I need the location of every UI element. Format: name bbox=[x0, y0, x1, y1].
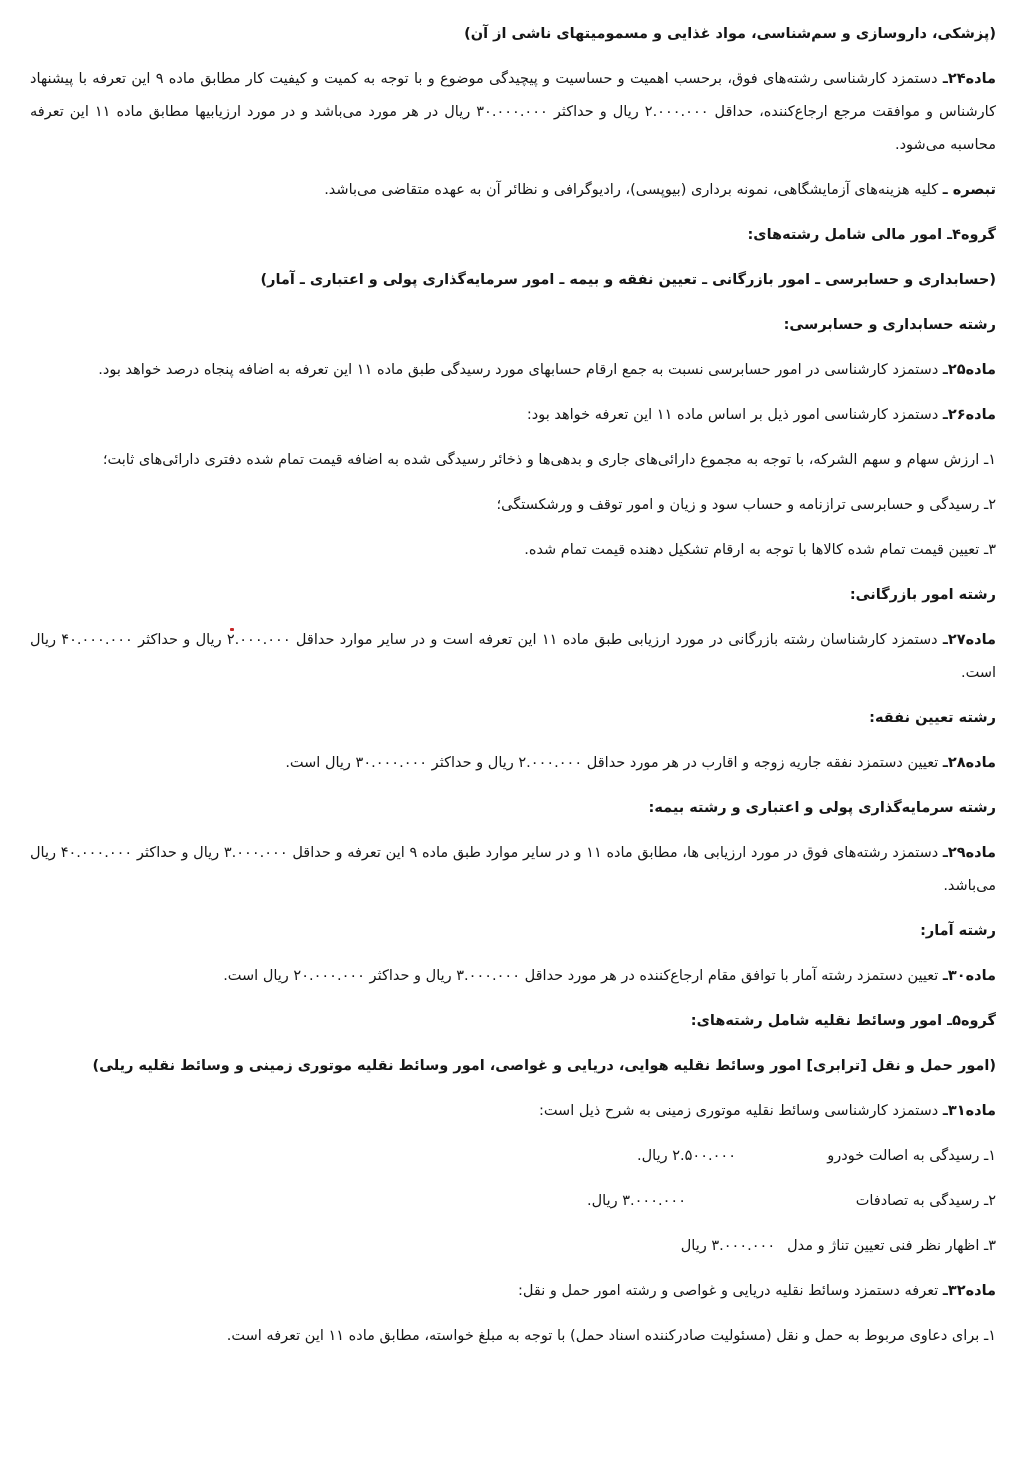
article-24 bbox=[30, 63, 996, 162]
article-24-text: دستمزد کارشناسی رشته‌های فوق، برحسب اهمیت و حساسیت و پیچیدگی موضوع و با توجه به کمیت و کیفیت کار مطابق ماده ۹ این تعرفه با پیشنهاد کارشناس و موافقت مرجع ارجاع‌کننده، حداقل ۲.۰۰۰.۰۰۰ ریال و حداکثر ۳۰.۰۰۰.۰۰۰ ریال در هر مورد می‌باشد و در مورد ارزیابیها مطابق ماده ۱۱ این تعرفه محاسبه می‌شود. bbox=[30, 71, 997, 153]
group-4-heading: گروه۴ـ امور مالی شامل رشته‌های: bbox=[747, 227, 996, 243]
fee-label: ۳ـ اظهار نظر فنی تعیین تناژ و مدل bbox=[787, 1238, 996, 1254]
statistics-heading: رشته آمار: bbox=[920, 923, 996, 939]
article-25 bbox=[30, 354, 996, 387]
fee-label: ۲ـ رسیدگی به تصادفات bbox=[855, 1193, 996, 1209]
fee-label: ۱ـ رسیدگی به اصالت خودرو bbox=[827, 1148, 996, 1164]
group-4-fields: (حسابداری و حسابرسی ـ امور بازرگانی ـ تعیین نفقه و بیمه ـ امور سرمایه‌گذاری پولی و اعتباری ـ آمار) bbox=[260, 272, 996, 288]
article-32-text: تعرفه دستمزد وسائط نقلیه دریایی و غواصی و رشته امور حمل و نقل: bbox=[518, 1283, 943, 1299]
note-label: تبصره ـ bbox=[942, 182, 996, 198]
article-32-number: ماده۳۲ـ bbox=[942, 1283, 996, 1299]
alimony-heading: رشته تعیین نفقه: bbox=[869, 710, 996, 726]
article-25-number: ماده۲۵ـ bbox=[942, 362, 996, 378]
ink-dot-mark bbox=[230, 628, 234, 631]
fee-row bbox=[30, 1140, 996, 1173]
article-29-text: دستمزد رشته‌های فوق در مورد ارزیابی ها، مطابق ماده ۱۱ و در سایر موارد طبق ماده ۹ این تعرفه و حداقل ۳.۰۰۰.۰۰۰ ریال و حداکثر ۴۰.۰۰۰.۰۰۰ ریال می‌باشد. bbox=[30, 845, 996, 894]
article-26-number: ماده۲۶ـ bbox=[942, 407, 996, 423]
article-28-text: تعیین دستمزد نفقه جاریه زوجه و اقارب در هر مورد حداقل ۲.۰۰۰.۰۰۰ ریال و حداکثر ۳۰.۰۰۰.۰۰۰ ریال است. bbox=[285, 755, 943, 771]
article-26-text: دستمزد کارشناسی امور ذیل بر اساس ماده ۱۱ این تعرفه خواهد بود: bbox=[526, 407, 943, 423]
article-28 bbox=[30, 747, 996, 780]
article-25-text: دستمزد کارشناسی در امور حسابرسی نسبت به جمع ارقام حسابهای مورد رسیدگی طبق ماده ۱۱ این تعرفه به اضافه پنجاه درصد خواهد بود. bbox=[98, 362, 943, 378]
article-26-item: ۱ـ ارزش سهام و سهم الشرکه، با توجه به مجموع دارائی‌های جاری و بدهی‌ها و ذخائر رسیدگی شده به اضافه قیمت تمام شده دفتری دارائی‌های ثابت؛ bbox=[102, 452, 996, 468]
article-26-item: ۲ـ رسیدگی و حسابرسی ترازنامه و حساب سود و زیان و امور توقف و ورشکستگی؛ bbox=[496, 497, 996, 513]
fee-row bbox=[30, 1230, 996, 1263]
accounting-heading: رشته حسابداری و حسابرسی: bbox=[783, 317, 996, 333]
article-30-text: تعیین دستمزد رشته آمار با توافق مقام ارجاع‌کننده در هر مورد حداقل ۳.۰۰۰.۰۰۰ ریال و حداکثر ۲۰.۰۰۰.۰۰۰ ریال است. bbox=[223, 968, 943, 984]
article-29 bbox=[30, 837, 996, 903]
note-text: کلیه هزینه‌های آزمایشگاهی، نمونه برداری (بیوپسی)، رادیوگرافی و نظائر آن به عهده متقاضی می‌باشد. bbox=[324, 182, 943, 198]
article-32-item: ۱ـ برای دعاوی مربوط به حمل و نقل (مسئولیت صادرکننده اسناد حمل) با توجه به مبلغ خواسته، مطابق ماده ۱۱ این تعرفه است. bbox=[226, 1328, 996, 1344]
article-27-text: دستمزد کارشناسان رشته بازرگانی در مورد ارزیابی طبق ماده ۱۱ این تعرفه است و در سایر موارد حداقل ۲.۰۰۰.۰۰۰ ریال و حداکثر ۴۰.۰۰۰.۰۰۰ ریال است. bbox=[30, 632, 996, 681]
article-27-number: ماده۲۷ـ bbox=[942, 632, 996, 648]
article-31 bbox=[30, 1095, 996, 1128]
note bbox=[30, 174, 996, 207]
group-5-heading: گروه۵ـ امور وسائط نقلیه شامل رشته‌های: bbox=[690, 1013, 996, 1029]
group-5-fields: (امور حمل و نقل [ترابری] امور وسائط نقلیه هوایی، دریایی و غواصی، امور وسائط نقلیه موتوری زمینی و وسائط نقلیه ریلی) bbox=[92, 1058, 996, 1074]
article-30-number: ماده۳۰ـ bbox=[942, 968, 996, 984]
fee-amount: ۲.۵۰۰.۰۰۰ ریال. bbox=[637, 1148, 736, 1164]
fee-amount: ۳.۰۰۰.۰۰۰ ریال bbox=[680, 1238, 776, 1254]
intro-heading: (پزشکی، داروسازی و سم‌شناسی، مواد غذایی و مسمومیتهای ناشی از آن) bbox=[464, 26, 996, 42]
article-29-number: ماده۲۹ـ bbox=[942, 845, 996, 861]
article-32 bbox=[30, 1275, 996, 1308]
fee-row bbox=[30, 1185, 996, 1218]
fee-amount: ۳.۰۰۰.۰۰۰ ریال. bbox=[587, 1193, 686, 1209]
investment-heading: رشته سرمایه‌گذاری پولی و اعتباری و رشته بیمه: bbox=[648, 800, 996, 816]
article-30 bbox=[30, 960, 996, 993]
commerce-heading: رشته امور بازرگانی: bbox=[849, 587, 996, 603]
article-31-text: دستمزد کارشناسی وسائط نقلیه موتوری زمینی به شرح ذیل است: bbox=[538, 1103, 943, 1119]
article-26 bbox=[30, 399, 996, 432]
article-24-number: ماده۲۴ـ bbox=[942, 71, 996, 87]
article-28-number: ماده۲۸ـ bbox=[942, 755, 996, 771]
article-31-number: ماده۳۱ـ bbox=[942, 1103, 996, 1119]
article-27 bbox=[30, 624, 996, 690]
article-26-item: ۳ـ تعیین قیمت تمام شده کالاها با توجه به ارقام تشکیل دهنده قیمت تمام شده. bbox=[524, 542, 996, 558]
